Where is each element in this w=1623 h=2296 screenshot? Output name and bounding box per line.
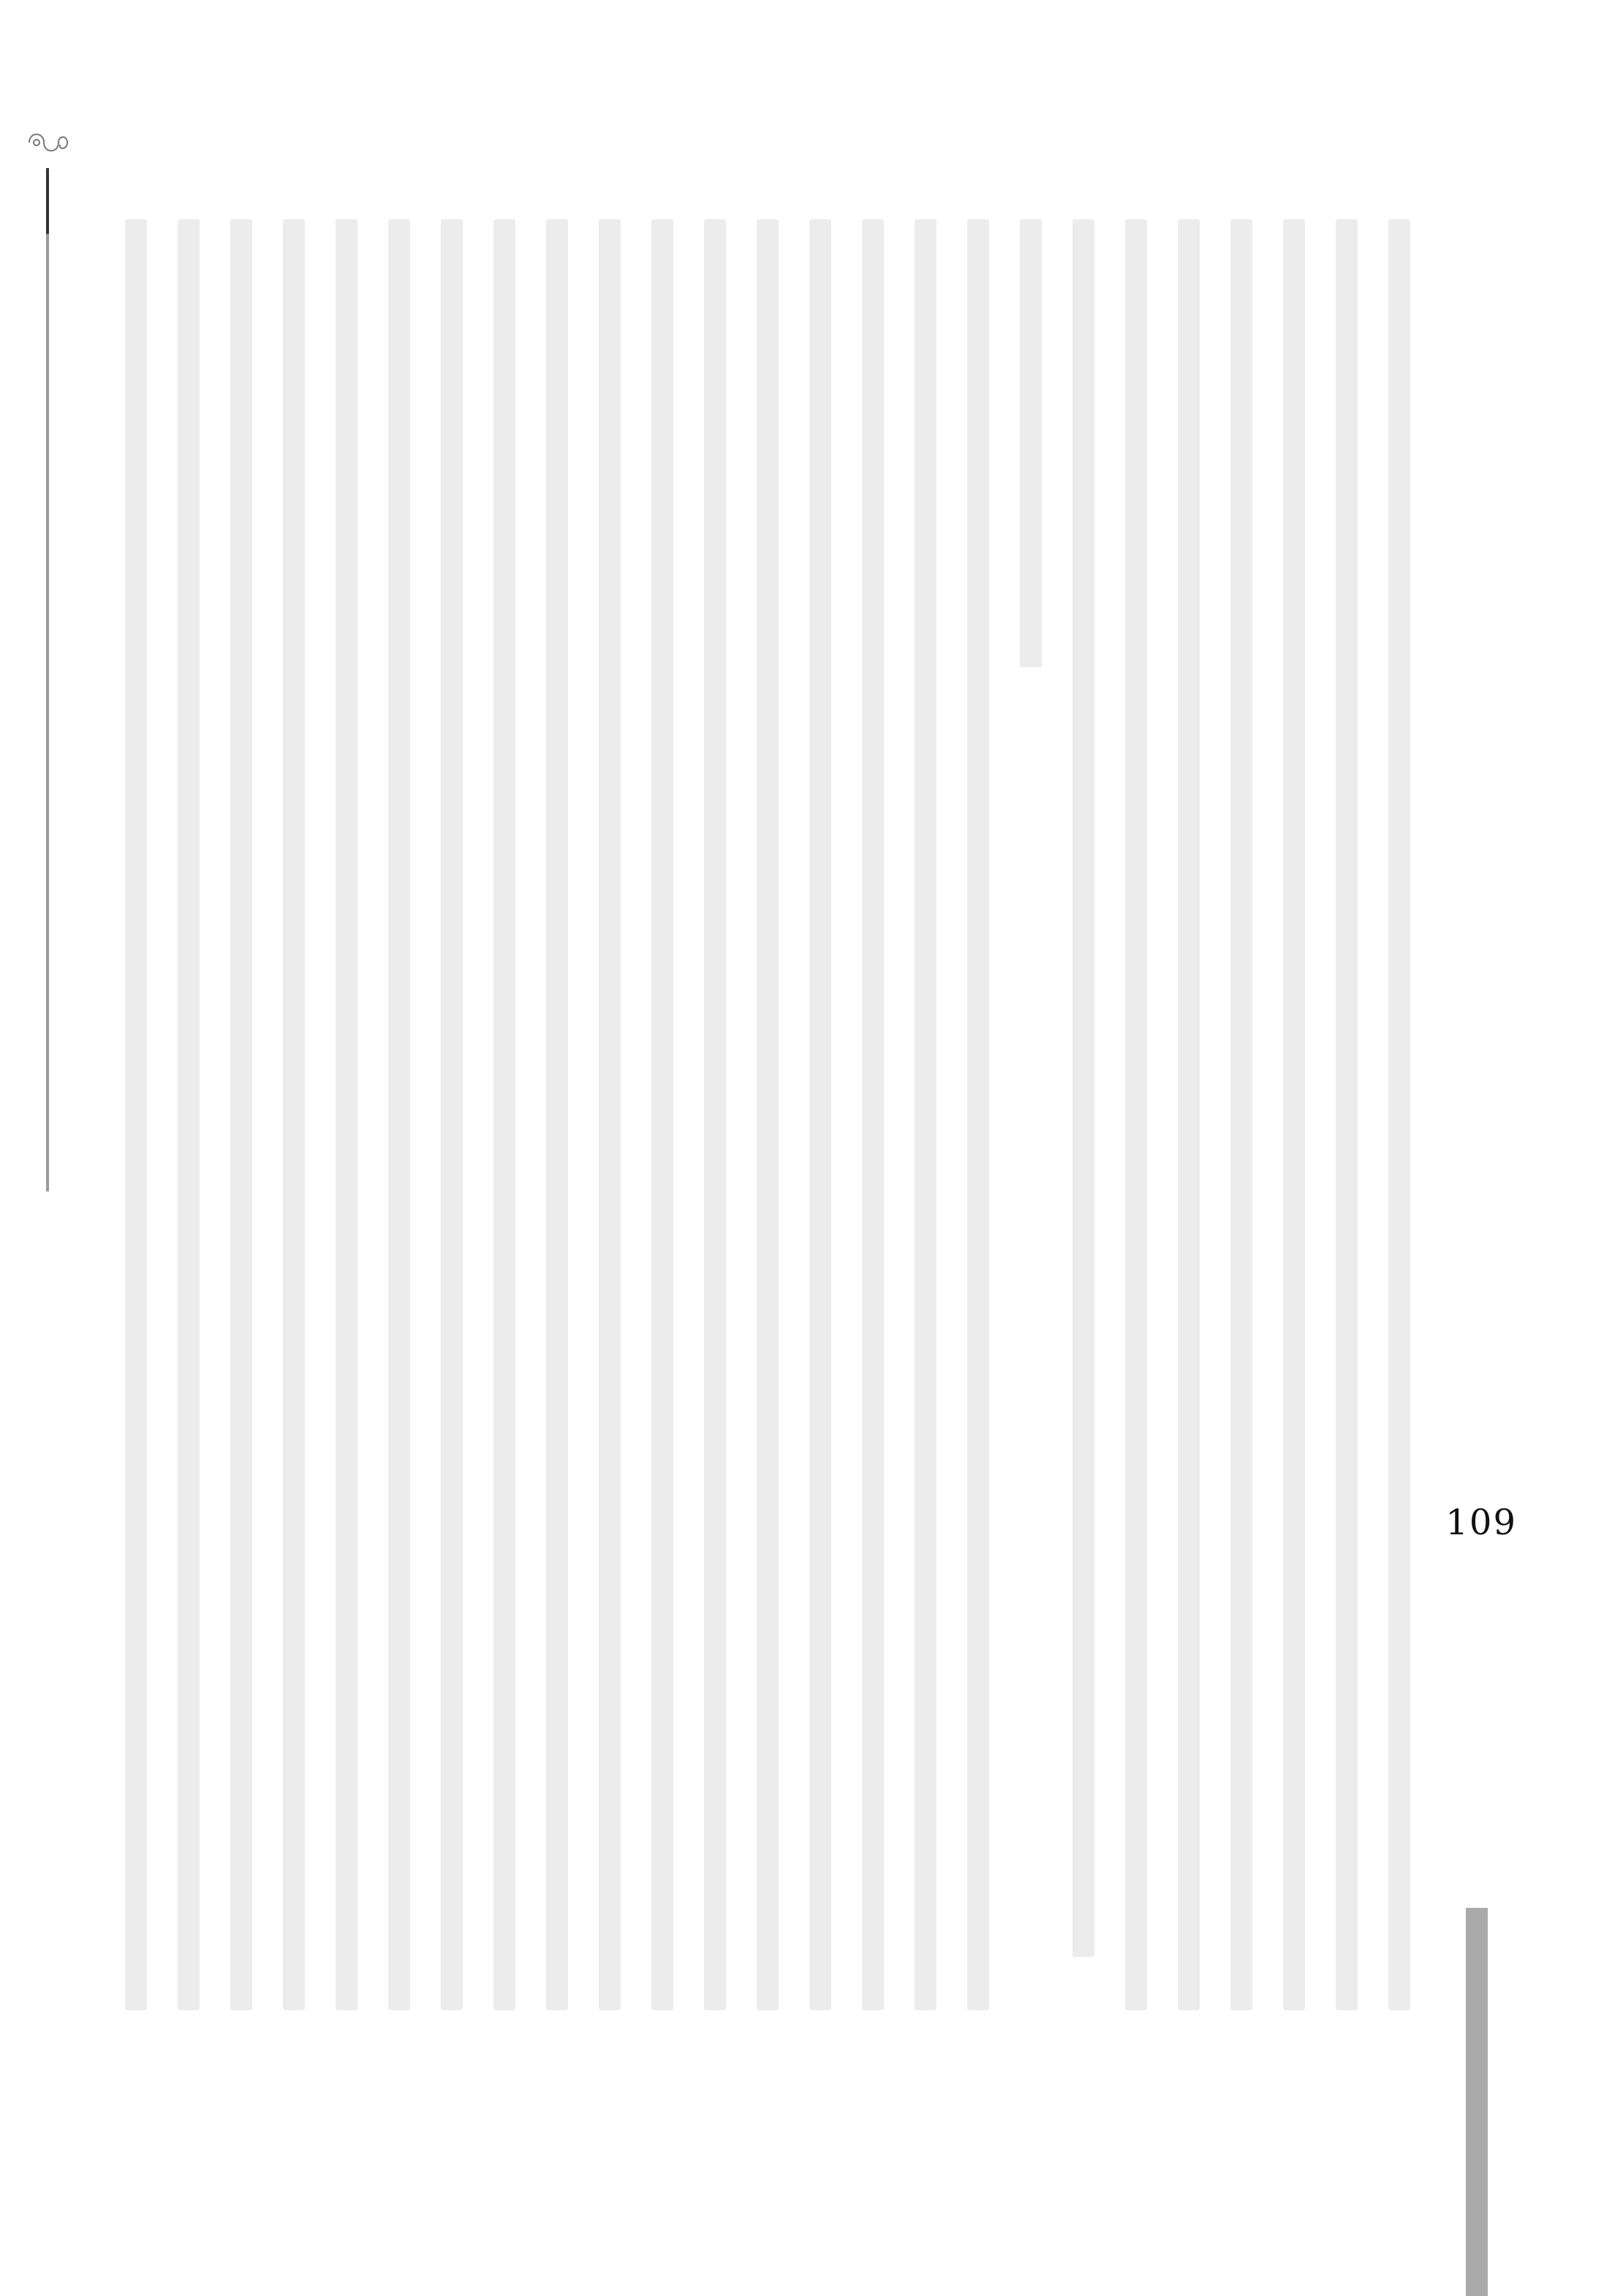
text-column: [1230, 219, 1252, 2010]
text-column: [757, 219, 779, 2010]
text-column: [441, 219, 463, 2010]
header-rule: [46, 168, 49, 1191]
page-number: 109: [1445, 1502, 1517, 1543]
margin-bar: [1466, 1908, 1488, 2296]
text-column: [862, 219, 884, 2010]
header-rule-accent: [46, 168, 49, 234]
text-column: [125, 219, 147, 2010]
text-column: [546, 219, 568, 2010]
text-column: [1283, 219, 1305, 2010]
text-column: [651, 219, 673, 2010]
scroll-ornament-icon: [22, 124, 73, 161]
text-column: [230, 219, 252, 2010]
text-column: [809, 219, 831, 2010]
text-column: [336, 219, 357, 2010]
body-text-columns: [110, 219, 1426, 2010]
text-column: [967, 219, 989, 2010]
text-column: [1125, 219, 1147, 2010]
text-column: [283, 219, 305, 2010]
text-column: [704, 219, 726, 2010]
text-column: [915, 219, 937, 2010]
text-column: [1020, 219, 1042, 667]
text-column: [599, 219, 621, 2010]
running-head: [29, 132, 73, 1191]
text-column: [1178, 219, 1200, 2010]
text-column: [178, 219, 200, 2010]
text-column: [1336, 219, 1358, 2010]
text-column: [388, 219, 410, 2010]
text-column: [1388, 219, 1410, 2010]
text-column: [493, 219, 515, 2010]
text-column: [1072, 219, 1094, 1957]
